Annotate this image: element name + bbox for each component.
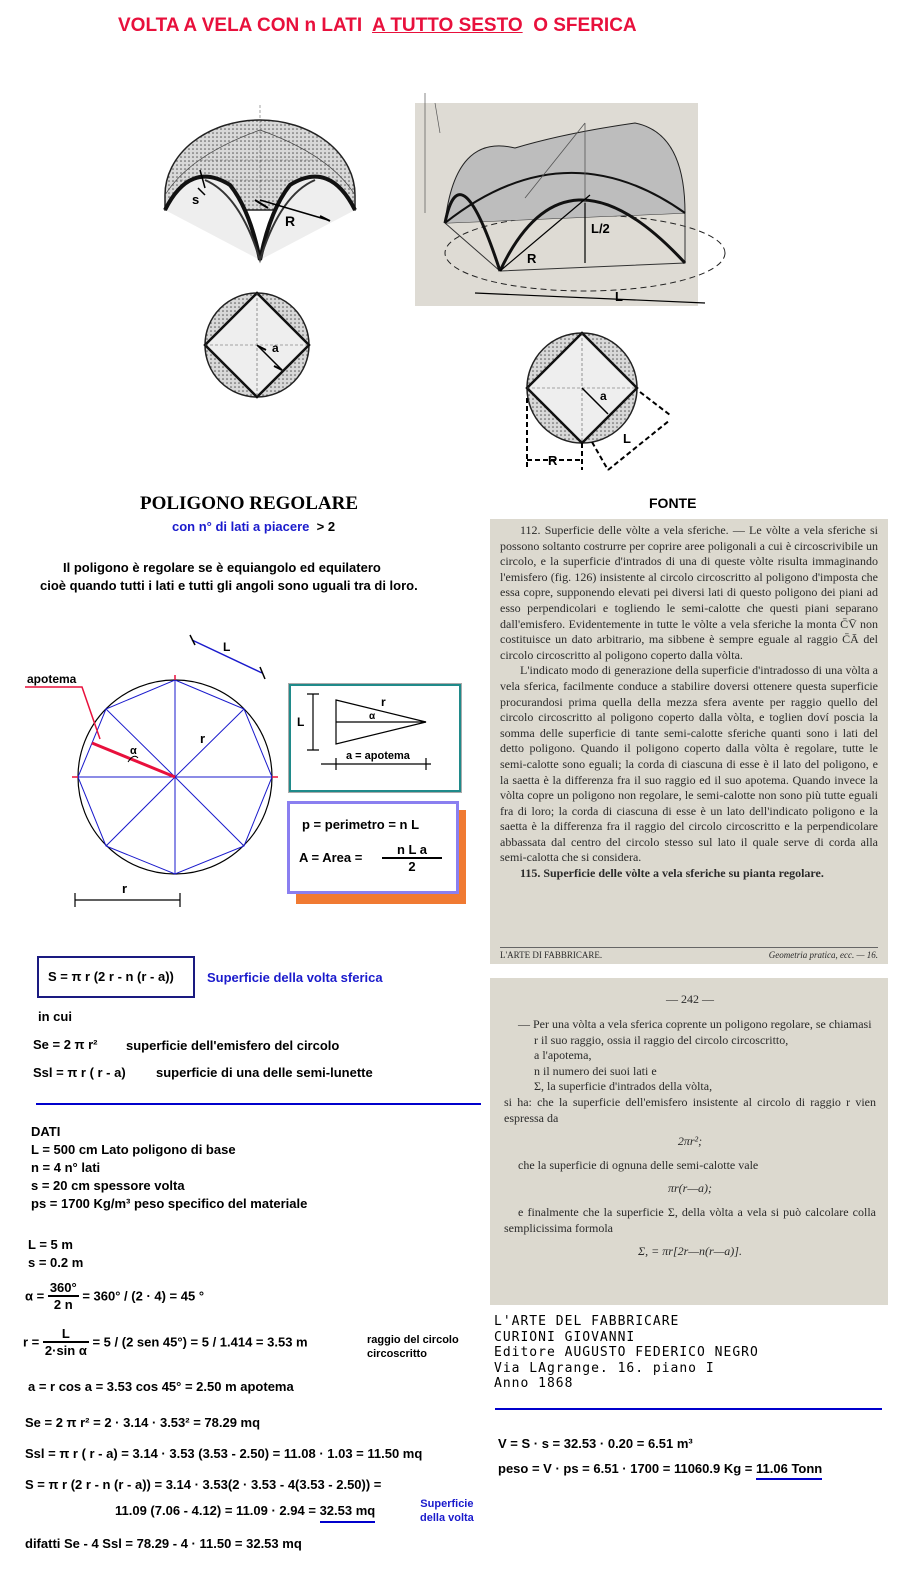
calc-a: a = r cos a = 3.53 cos 45° = 2.50 m apotema xyxy=(28,1379,294,1394)
Ssl-formula: Ssl = π r ( r - a) xyxy=(33,1065,126,1080)
dome-left-figure xyxy=(160,100,360,275)
fonte-p2: L'indicato modo di generazione della superficie d'intradosso di una vòlta a vela sferica, facilmente conduce a stabilire doversi ottenere questa superficie procurandosi prima quella della mezza sfera avente per raggio quello del circolo circoscritto al poligono coperto dalla vòlta, e toglien doví poscia la somma delle superficie di tante semi-calotte sferiche quanti sono i lati del detto poligono. Quando il poligono coperto dalla vòlta è regolare, tutte le semi-calotte sono eguali; la corda di ciascuna di esse è il lato del poligono, e la saetta è la differenza fra il suo raggio ed il suo apotema. Quando invece la vòlta copre un poligono non regolare, le semi-calotte non sono più tutte eguali fra di loro; la corda di ciascuna di esse è un lato dell'indicato poligono e la saetta è la differenza fra il raggio del circolo circoscritto e la perpendicolare abbassata dal centro del circolo stesso sul lato il quale serve di corda alla semi-calotta che si considera. xyxy=(500,663,878,865)
dome-right-plan-L: L xyxy=(623,431,631,446)
fonte-page1-footer xyxy=(500,947,878,960)
octagon-r-dim-label: r xyxy=(122,881,128,896)
fonte-footer-right: Geometria pratica, ecc. — 16. xyxy=(768,950,878,960)
alpha-frac xyxy=(48,1280,79,1312)
dati-L: L = 500 cm Lato poligono di base xyxy=(31,1142,236,1157)
dome-right-plan-R: R xyxy=(548,453,558,468)
alpha-num: 360° xyxy=(49,1280,77,1295)
calc-s: s = 0.2 m xyxy=(28,1255,84,1270)
polygon-heading: POLIGONO REGOLARE xyxy=(140,493,358,514)
dome-right-R: R xyxy=(527,251,537,266)
r-den: 2·sin α xyxy=(44,1343,87,1358)
area-formula-frac xyxy=(382,842,442,874)
alpha-rhs: = 360° / (2 · 4) = 45 ° xyxy=(82,1288,205,1304)
calc-S-note2: della volta xyxy=(420,1512,474,1524)
polygon-def-line2: cioè quando tutti i lati e tutti gli angoli sono uguali tra di loro. xyxy=(40,578,418,593)
calc-Ssl: Ssl = π r ( r - a) = 3.14 · 3.53 (3.53 - 2.50) = 11.08 · 1.03 = 11.50 mq xyxy=(25,1446,423,1461)
r-note-line2: circoscritto xyxy=(367,1348,427,1360)
title-part1: VOLTA A VELA CON n LATI xyxy=(118,15,363,36)
fonte-heading: FONTE xyxy=(649,495,697,511)
octagon-diagram xyxy=(20,635,280,915)
area-formula-lhs: A = Area = xyxy=(299,850,363,865)
formulas-divider xyxy=(36,1103,481,1105)
credit-line5: Anno 1868 xyxy=(494,1376,574,1391)
fonte-page-number: — 242 — xyxy=(666,992,714,1006)
calc-check: difatti Se - 4 Ssl = 78.29 - 4 · 11.50 = 32.53 mq xyxy=(25,1536,302,1551)
r-frac xyxy=(43,1326,89,1358)
dati-s: s = 20 cm spessore volta xyxy=(31,1178,185,1193)
calc-alpha xyxy=(25,1280,204,1312)
r-note xyxy=(367,1333,459,1361)
fonte-credit xyxy=(494,1314,759,1392)
dome-left-plan xyxy=(202,290,312,400)
calc-S-line2-pre: 11.09 (7.06 - 4.12) = 11.09 · 2.94 = xyxy=(115,1503,316,1518)
dati-block xyxy=(31,1123,307,1213)
fonte-page2-l7: che la superficie di ognuna delle semi-calotte vale xyxy=(518,1157,759,1172)
Se-desc: superficie dell'emisfero del circolo xyxy=(126,1038,340,1053)
octagon-apotema-label: apotema xyxy=(27,672,77,686)
fonte-page2-l1: — Per una vòlta a vela sferica coprente un poligono regolare, se chiamasi xyxy=(518,1017,872,1031)
dome-right-L2: L/2 xyxy=(591,221,610,236)
peso-pre: peso = V · ps = 6.51 · 1700 = 11060.9 Kg = xyxy=(498,1461,753,1476)
fonte-page2-l8: e finalmente che la superficie Σ, della vòlta a vela si può calcolare colla semplicissima formola xyxy=(504,1204,876,1235)
r-num: L xyxy=(43,1326,89,1343)
credit-line3: Editore AUGUSTO FEDERICO NEGRO xyxy=(494,1345,759,1360)
polygon-subtitle-text: con n° di lati a piacere xyxy=(172,519,310,534)
dome-right-drawing xyxy=(415,103,725,318)
calc-r xyxy=(23,1326,308,1358)
calc-S-line1: S = π r (2 r - n (r - a)) = 3.14 · 3.53(2 · 3.53 - 4(3.53 - 2.50)) = xyxy=(25,1477,382,1492)
fonte-page2-l6: si ha: che la superficie dell'emisfero insistente al circolo di raggio r vien espressa da xyxy=(504,1094,876,1125)
Se-formula: Se = 2 π r² xyxy=(33,1037,98,1052)
polygon-subtitle xyxy=(172,519,335,534)
fonte-page2-l3: a l'apotema, xyxy=(534,1048,592,1063)
triangle-L-label: L xyxy=(297,715,305,729)
calc-S-note1: Superficie xyxy=(420,1498,474,1510)
volume-line: V = S · s = 32.53 · 0.20 = 6.51 m³ xyxy=(498,1436,693,1451)
perimeter-formula: p = perimetro = n L xyxy=(302,817,420,832)
peso-value: 11.06 Tonn xyxy=(756,1461,822,1480)
dati-n: n = 4 n° lati xyxy=(31,1160,101,1175)
calc-L: L = 5 m xyxy=(28,1237,73,1252)
peso-line xyxy=(498,1461,822,1476)
r-rhs: = 5 / (2 sen 45°) = 5 / 1.414 = 3.53 m xyxy=(92,1334,308,1350)
credit-line2: CURIONI GIOVANNI xyxy=(494,1329,636,1345)
S-formula: S = π r (2 r - n (r - a)) xyxy=(48,969,174,984)
dome-left-plan-a: a xyxy=(272,341,279,355)
triangle-diagram xyxy=(291,686,459,790)
fonte-scan-page1 xyxy=(490,519,888,964)
area-numerator: n L a xyxy=(382,842,442,859)
credit-line4: Via LAgrange. 16. piano I xyxy=(494,1360,715,1376)
credit-line1: L'ARTE DEL FABBRICARE xyxy=(494,1314,680,1329)
calc-Se: Se = 2 π r² = 2 · 3.14 · 3.53² = 78.29 mq xyxy=(25,1415,261,1430)
r-note-line1: raggio del circolo xyxy=(367,1334,459,1346)
polygon-subtitle-gt: > 2 xyxy=(316,519,336,534)
title-part2: A TUTTO SESTO xyxy=(372,15,523,36)
fonte-page2-f3: Σ, = πr[2r—n(r—a)]. xyxy=(638,1244,742,1259)
triangle-alpha-label: α xyxy=(369,711,376,722)
fonte-page2-f1: 2πr²; xyxy=(677,1134,703,1149)
alpha-den: 2 n xyxy=(53,1297,73,1312)
dati-heading: DATI xyxy=(31,1124,61,1139)
alpha-lhs: α = xyxy=(25,1288,45,1304)
fonte-p3: 115. Superficie delle vòlte a vela sferiche su pianta regolare. xyxy=(520,866,824,881)
triangle-apotema-label: a = apotema xyxy=(346,750,410,762)
calc-S-line2 xyxy=(115,1503,375,1518)
dome-left-R: R xyxy=(285,213,296,229)
dome-right-L: L xyxy=(615,289,623,304)
octagon-alpha-label: α xyxy=(130,745,137,757)
r-lhs: r = xyxy=(23,1334,40,1350)
fonte-page2-l2: r il suo raggio, ossia il raggio del circolo circoscritto, xyxy=(534,1032,789,1047)
fonte-footer-left: L'ARTE DI FABBRICARE. xyxy=(500,950,603,960)
fonte-scan-page2 xyxy=(490,978,888,1305)
title-part3: O SFERICA xyxy=(533,15,637,36)
fonte-page2-f2: πr(r—a); xyxy=(667,1181,712,1196)
calc-S-note xyxy=(420,1497,474,1525)
fonte-page2-l4: n il numero dei suoi lati e xyxy=(534,1063,657,1078)
area-box xyxy=(287,801,459,894)
octagon-L-label: L xyxy=(223,640,231,654)
Ssl-desc: superficie di una delle semi-lunette xyxy=(156,1065,373,1080)
area-denominator: 2 xyxy=(408,859,416,874)
credit-divider xyxy=(495,1408,882,1410)
dome-left-s: s xyxy=(192,192,200,207)
dome-right-plan-a: a xyxy=(600,389,607,403)
octagon-r-label: r xyxy=(200,731,206,746)
fonte-p1: 112. Superficie delle vòlte a vela sferiche. — Le vòlte a vela sferiche si possono soltanto costrurre per coprire aree poligonali a cui è circoscrivibile un circolo, e la superficie d'intrados di una di queste vòlte risulta immaginando l'emisfero (fig. 126) insistente al circolo circoscritto al poligono d'imposta che essa copre, supponendo elevati pei diversi lati di questo poligono dei piani ad esso perpendicolari e togliendo le semi-calotte che questi piani separano dall'emisfero. Evidentemente in tutte le vòlte a vela sferiche la monta C̄V̄ non costituisce un dato arbitrario, ma sibbene è sempre eguale al raggio C̄Ā del circolo circoscritto al poligono coperto dalla vòlta. xyxy=(500,523,878,662)
dati-ps: ps = 1700 Kg/m³ peso specifico del materiale xyxy=(31,1196,308,1211)
polygon-def-line1: Il poligono è regolare se è equiangolo ed equilatero xyxy=(63,560,381,575)
calc-S-value: 32.53 mq xyxy=(320,1503,376,1523)
S-formula-label: Superficie della volta sferica xyxy=(207,970,383,985)
dome-right-plan xyxy=(520,330,680,475)
triangle-r-label: r xyxy=(381,695,386,709)
in-cui: in cui xyxy=(38,1009,72,1024)
fonte-page2-l5: Σ, la superficie d'intrados della vòlta, xyxy=(534,1079,713,1094)
page-title xyxy=(118,15,637,37)
